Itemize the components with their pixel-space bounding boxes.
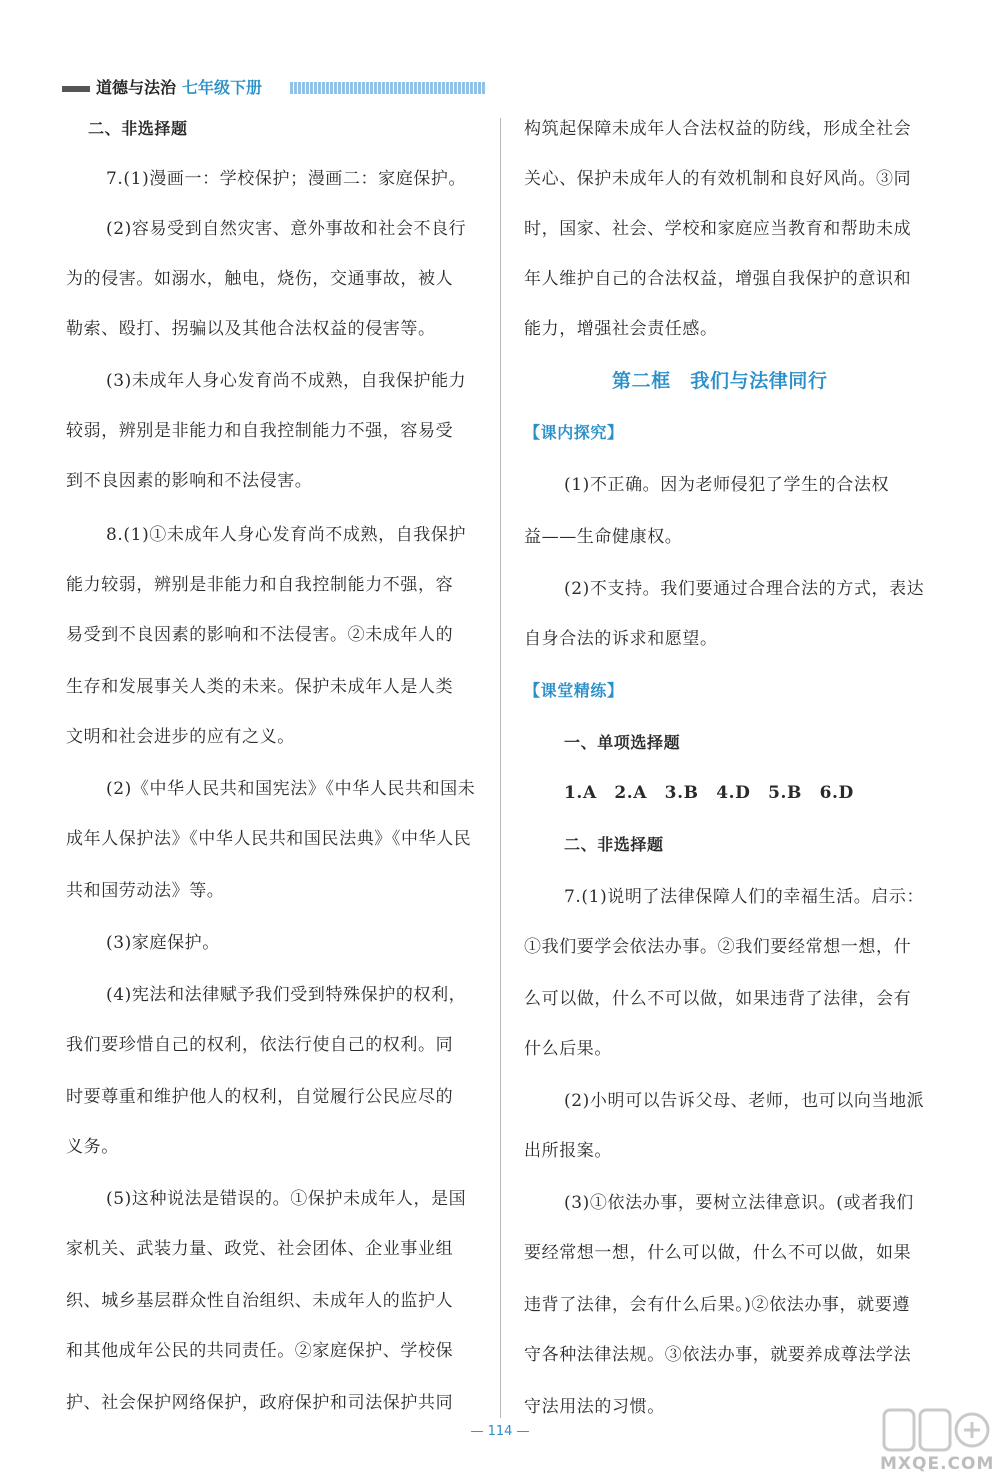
text-line: 关心、保护未成年人的有效机制和良好风尚。③同 — [524, 169, 912, 189]
watermark-seal-icon — [880, 1402, 990, 1458]
text-line: 违背了法律，会有什么后果。)②依法办事，就要遵 — [524, 1295, 910, 1315]
heading-single-choice: 一、单项选择题 — [564, 733, 681, 752]
header-bar-left — [62, 86, 90, 92]
text-line: 自身合法的诉求和愿望。 — [524, 629, 718, 649]
text-line: 为的侵害。如溺水，触电，烧伤，交通事故，被人 — [66, 269, 454, 289]
text-line: 能力较弱，辨别是非能力和自我控制能力不强，容 — [66, 575, 454, 595]
header-subject: 道德与法治 — [96, 78, 177, 97]
answer-8-5: (5)这种说法是错误的。①保护未成年人，是国 — [106, 1189, 467, 1209]
tag-in-class-inquiry: 【课内探究】 — [524, 423, 624, 442]
text-line: 么可以做，什么不可以做，如果违背了法律，会有 — [524, 989, 912, 1009]
text-line: 我们要珍惜自己的权利，依法行使自己的权利。同 — [66, 1035, 454, 1055]
text-line: 时，国家、社会、学校和家庭应当教育和帮助未成 — [524, 219, 912, 239]
text-line: 勒索、殴打、拐骗以及其他合法权益的侵害等。 — [66, 319, 436, 339]
text-line: 织、城乡基层群众性自治组织、未成年人的监护人 — [66, 1291, 454, 1311]
tag-class-practice: 【课堂精练】 — [524, 681, 624, 700]
page-header — [62, 76, 442, 102]
text-line: 守各种法律法规。③依法办事，就要养成尊法学法 — [524, 1345, 912, 1365]
text-line: 护、社会保护网络保护，政府保护和司法保护共同 — [66, 1393, 454, 1413]
section-title: 第二框 我们与法律同行 — [612, 370, 828, 392]
inquiry-answer-2: (2)不支持。我们要通过合理合法的方式，表达 — [564, 579, 925, 599]
answer-8-2: (2)《中华人民共和国宪法》《中华人民共和国未 — [106, 779, 476, 799]
inquiry-answer-1: (1)不正确。因为老师侵犯了学生的合法权 — [564, 475, 890, 495]
text-line: 成年人保护法》《中华人民共和国民法典》《中华人民 — [66, 829, 472, 849]
text-line: 要经常想一想，什么可以做，什么不可以做，如果 — [524, 1243, 912, 1263]
text-line: ①我们要学会依法办事。②我们要经常想一想，什 — [524, 937, 912, 957]
text-line: 易受到不良因素的影响和不法侵害。②未成年人的 — [66, 625, 454, 645]
heading-non-choice: 二、非选择题 — [564, 835, 664, 854]
answer-8-3: (3)家庭保护。 — [106, 933, 220, 953]
text-line: 到不良因素的影响和不法侵害。 — [66, 471, 313, 491]
header-grade: 七年级下册 — [182, 78, 263, 97]
column-divider — [500, 118, 501, 1418]
header-bar-right — [290, 82, 486, 94]
text-line: 能力，增强社会责任感。 — [524, 319, 718, 339]
text-line: 家机关、武装力量、政党、社会团体、企业事业组 — [66, 1239, 454, 1259]
text-line: 生存和发展事关人类的未来。保护未成年人是人类 — [66, 677, 454, 697]
answer-8-4: (4)宪法和法律赋予我们受到特殊保护的权利， — [106, 985, 467, 1005]
heading-non-choice: 二、非选择题 — [88, 119, 188, 138]
practice-answer-7-2: (2)小明可以告诉父母、老师，也可以向当地派 — [564, 1091, 925, 1111]
text-line: 构筑起保障未成年人合法权益的防线，形成全社会 — [524, 119, 912, 139]
choice-answers: 1.A 2.A 3.B 4.D 5.B 6.D — [564, 783, 854, 803]
page-number: — 114 — — [470, 1424, 530, 1439]
text-line: 和其他成年公民的共同责任。②家庭保护、学校保 — [66, 1341, 454, 1361]
answer-7-2: (2)容易受到自然灾害、意外事故和社会不良行 — [106, 219, 467, 239]
practice-answer-7-3: (3)①依法办事，要树立法律意识。(或者我们 — [564, 1193, 914, 1213]
watermark-logo — [880, 1402, 995, 1474]
text-line: 时要尊重和维护他人的权利，自觉履行公民应尽的 — [66, 1087, 454, 1107]
text-line: 什么后果。 — [524, 1039, 612, 1059]
practice-answer-7-1: 7.(1)说明了法律保障人们的幸福生活。启示： — [564, 887, 925, 907]
answer-8-1: 8.(1)①未成年人身心发育尚不成熟，自我保护 — [106, 525, 467, 545]
answer-7-1: 7.(1)漫画一：学校保护；漫画二：家庭保护。 — [106, 169, 467, 189]
text-line: 出所报案。 — [524, 1141, 612, 1161]
text-line: 共和国劳动法》等。 — [66, 881, 225, 901]
text-line: 义务。 — [66, 1137, 119, 1157]
text-line: 守法用法的习惯。 — [524, 1397, 665, 1417]
text-line: 年人维护自己的合法权益，增强自我保护的意识和 — [524, 269, 912, 289]
text-line: 文明和社会进步的应有之义。 — [66, 727, 295, 747]
answer-7-3: (3)未成年人身心发育尚不成熟，自我保护能力 — [106, 371, 467, 391]
watermark-text: MXQE.COM — [880, 1454, 995, 1474]
text-line: 较弱，辨别是非能力和自我控制能力不强，容易受 — [66, 421, 454, 441]
text-line: 益——生命健康权。 — [524, 527, 683, 547]
